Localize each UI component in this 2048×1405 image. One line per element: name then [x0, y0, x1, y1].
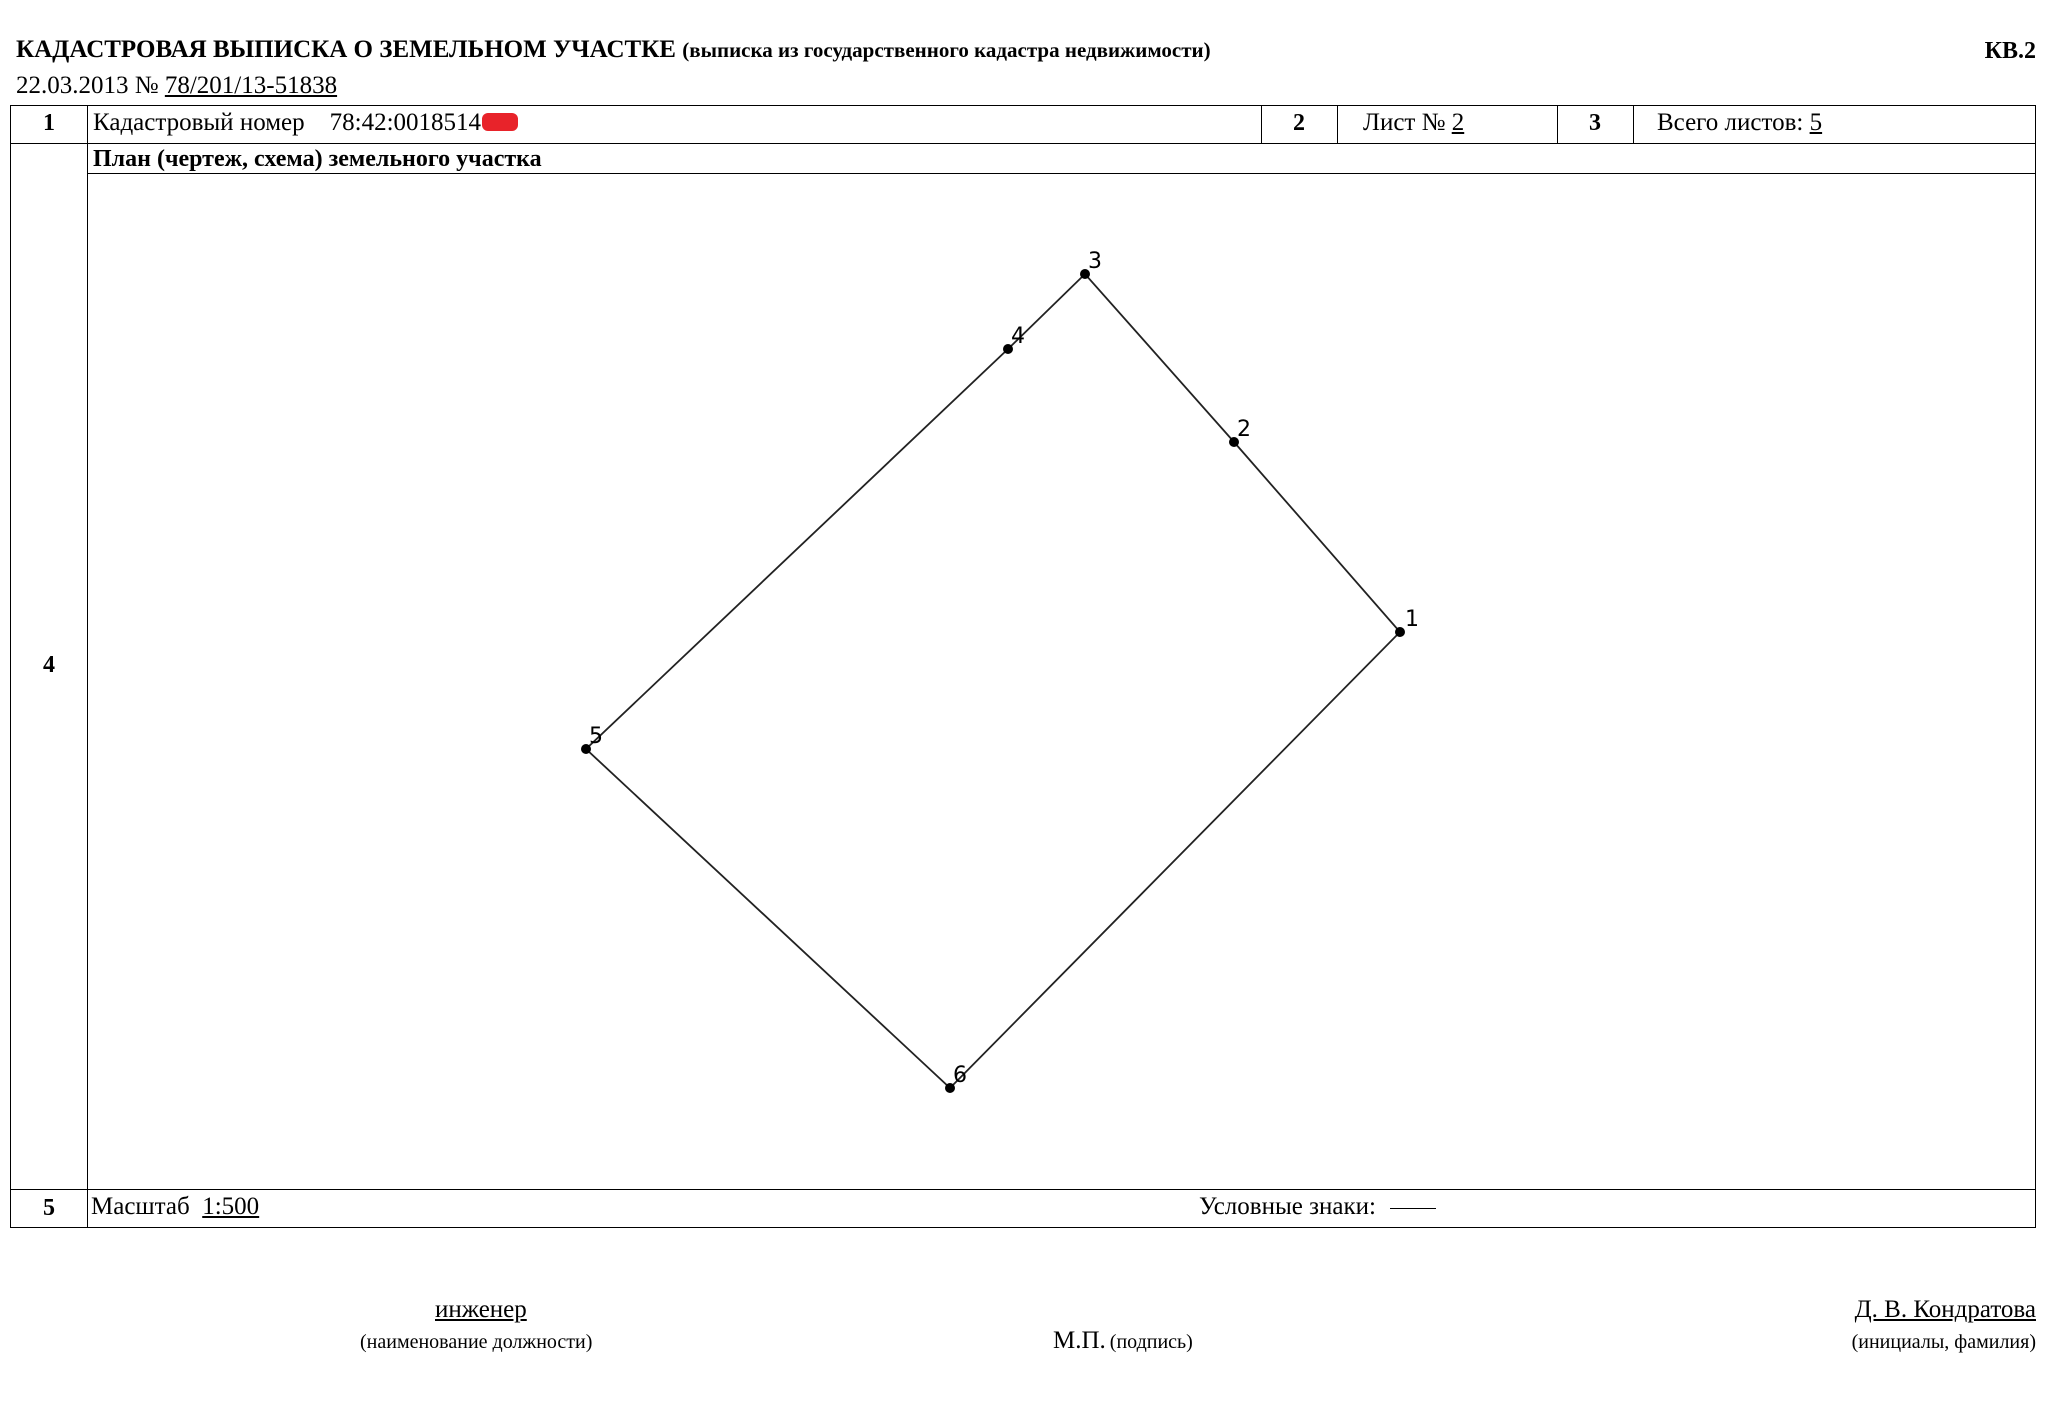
- signature-caption: (подпись): [1109, 1331, 1193, 1353]
- signer-name-caption: (инициалы, фамилия): [1851, 1331, 2036, 1353]
- sheet-label: Лист №: [1363, 109, 1446, 136]
- land-plot-boundary: [586, 274, 1400, 1088]
- boundary-point-label-6: 6: [953, 1063, 967, 1088]
- row-number-1: 1: [43, 110, 55, 136]
- document-subtitle: (выписка из государственного кадастра недвижимости): [682, 38, 1211, 62]
- stamp-signature: [1053, 1327, 1193, 1355]
- document-number: 78/201/13-51838: [164, 72, 338, 99]
- boundary-point-label-3: 3: [1088, 249, 1102, 274]
- signer-position-caption: (наименование должности): [360, 1331, 593, 1353]
- scale-label: Масштаб: [91, 1193, 190, 1220]
- boundary-point-label-4: 4: [1011, 324, 1025, 349]
- document-title-main: КАДАСТРОВАЯ ВЫПИСКА О ЗЕМЕЛЬНОМ УЧАСТКЕ: [16, 36, 676, 63]
- total-sheets-label: Всего листов:: [1657, 109, 1804, 136]
- stamp-label: М.П.: [1053, 1327, 1106, 1354]
- scale-value: 1:500: [202, 1193, 260, 1220]
- boundary-point-label-1: 1: [1405, 607, 1419, 632]
- form-code: КВ.2: [1984, 38, 2036, 64]
- sheet-value: 2: [1451, 109, 1465, 136]
- legend-boundary-line: [1390, 1208, 1436, 1209]
- plan-title: План (чертеж, схема) земельного участка: [93, 146, 542, 172]
- scale-cell: [91, 1193, 259, 1221]
- row-number-2: 2: [1293, 110, 1305, 136]
- boundary-point-1: [1395, 627, 1405, 637]
- row-number-3: 3: [1589, 110, 1601, 136]
- boundary-points: [581, 249, 1419, 1093]
- boundary-point-label-5: 5: [589, 724, 603, 749]
- signer-position: инженер: [435, 1296, 527, 1323]
- cadastral-number-label: Кадастровый номер: [93, 109, 305, 136]
- row-number-5: 5: [43, 1195, 55, 1221]
- document-date: 22.03.2013 №: [16, 72, 159, 99]
- total-sheets-value: 5: [1809, 109, 1823, 136]
- boundary-point-label-2: 2: [1237, 417, 1251, 442]
- legend-label: Условные знаки:: [1199, 1193, 1376, 1220]
- row-number-4: 4: [43, 652, 55, 678]
- legend-cell: [1199, 1193, 1436, 1221]
- signer-name: Д. В. Кондратова: [1854, 1296, 2036, 1323]
- cadastral-number-value: 78:42:0018514: [329, 109, 482, 136]
